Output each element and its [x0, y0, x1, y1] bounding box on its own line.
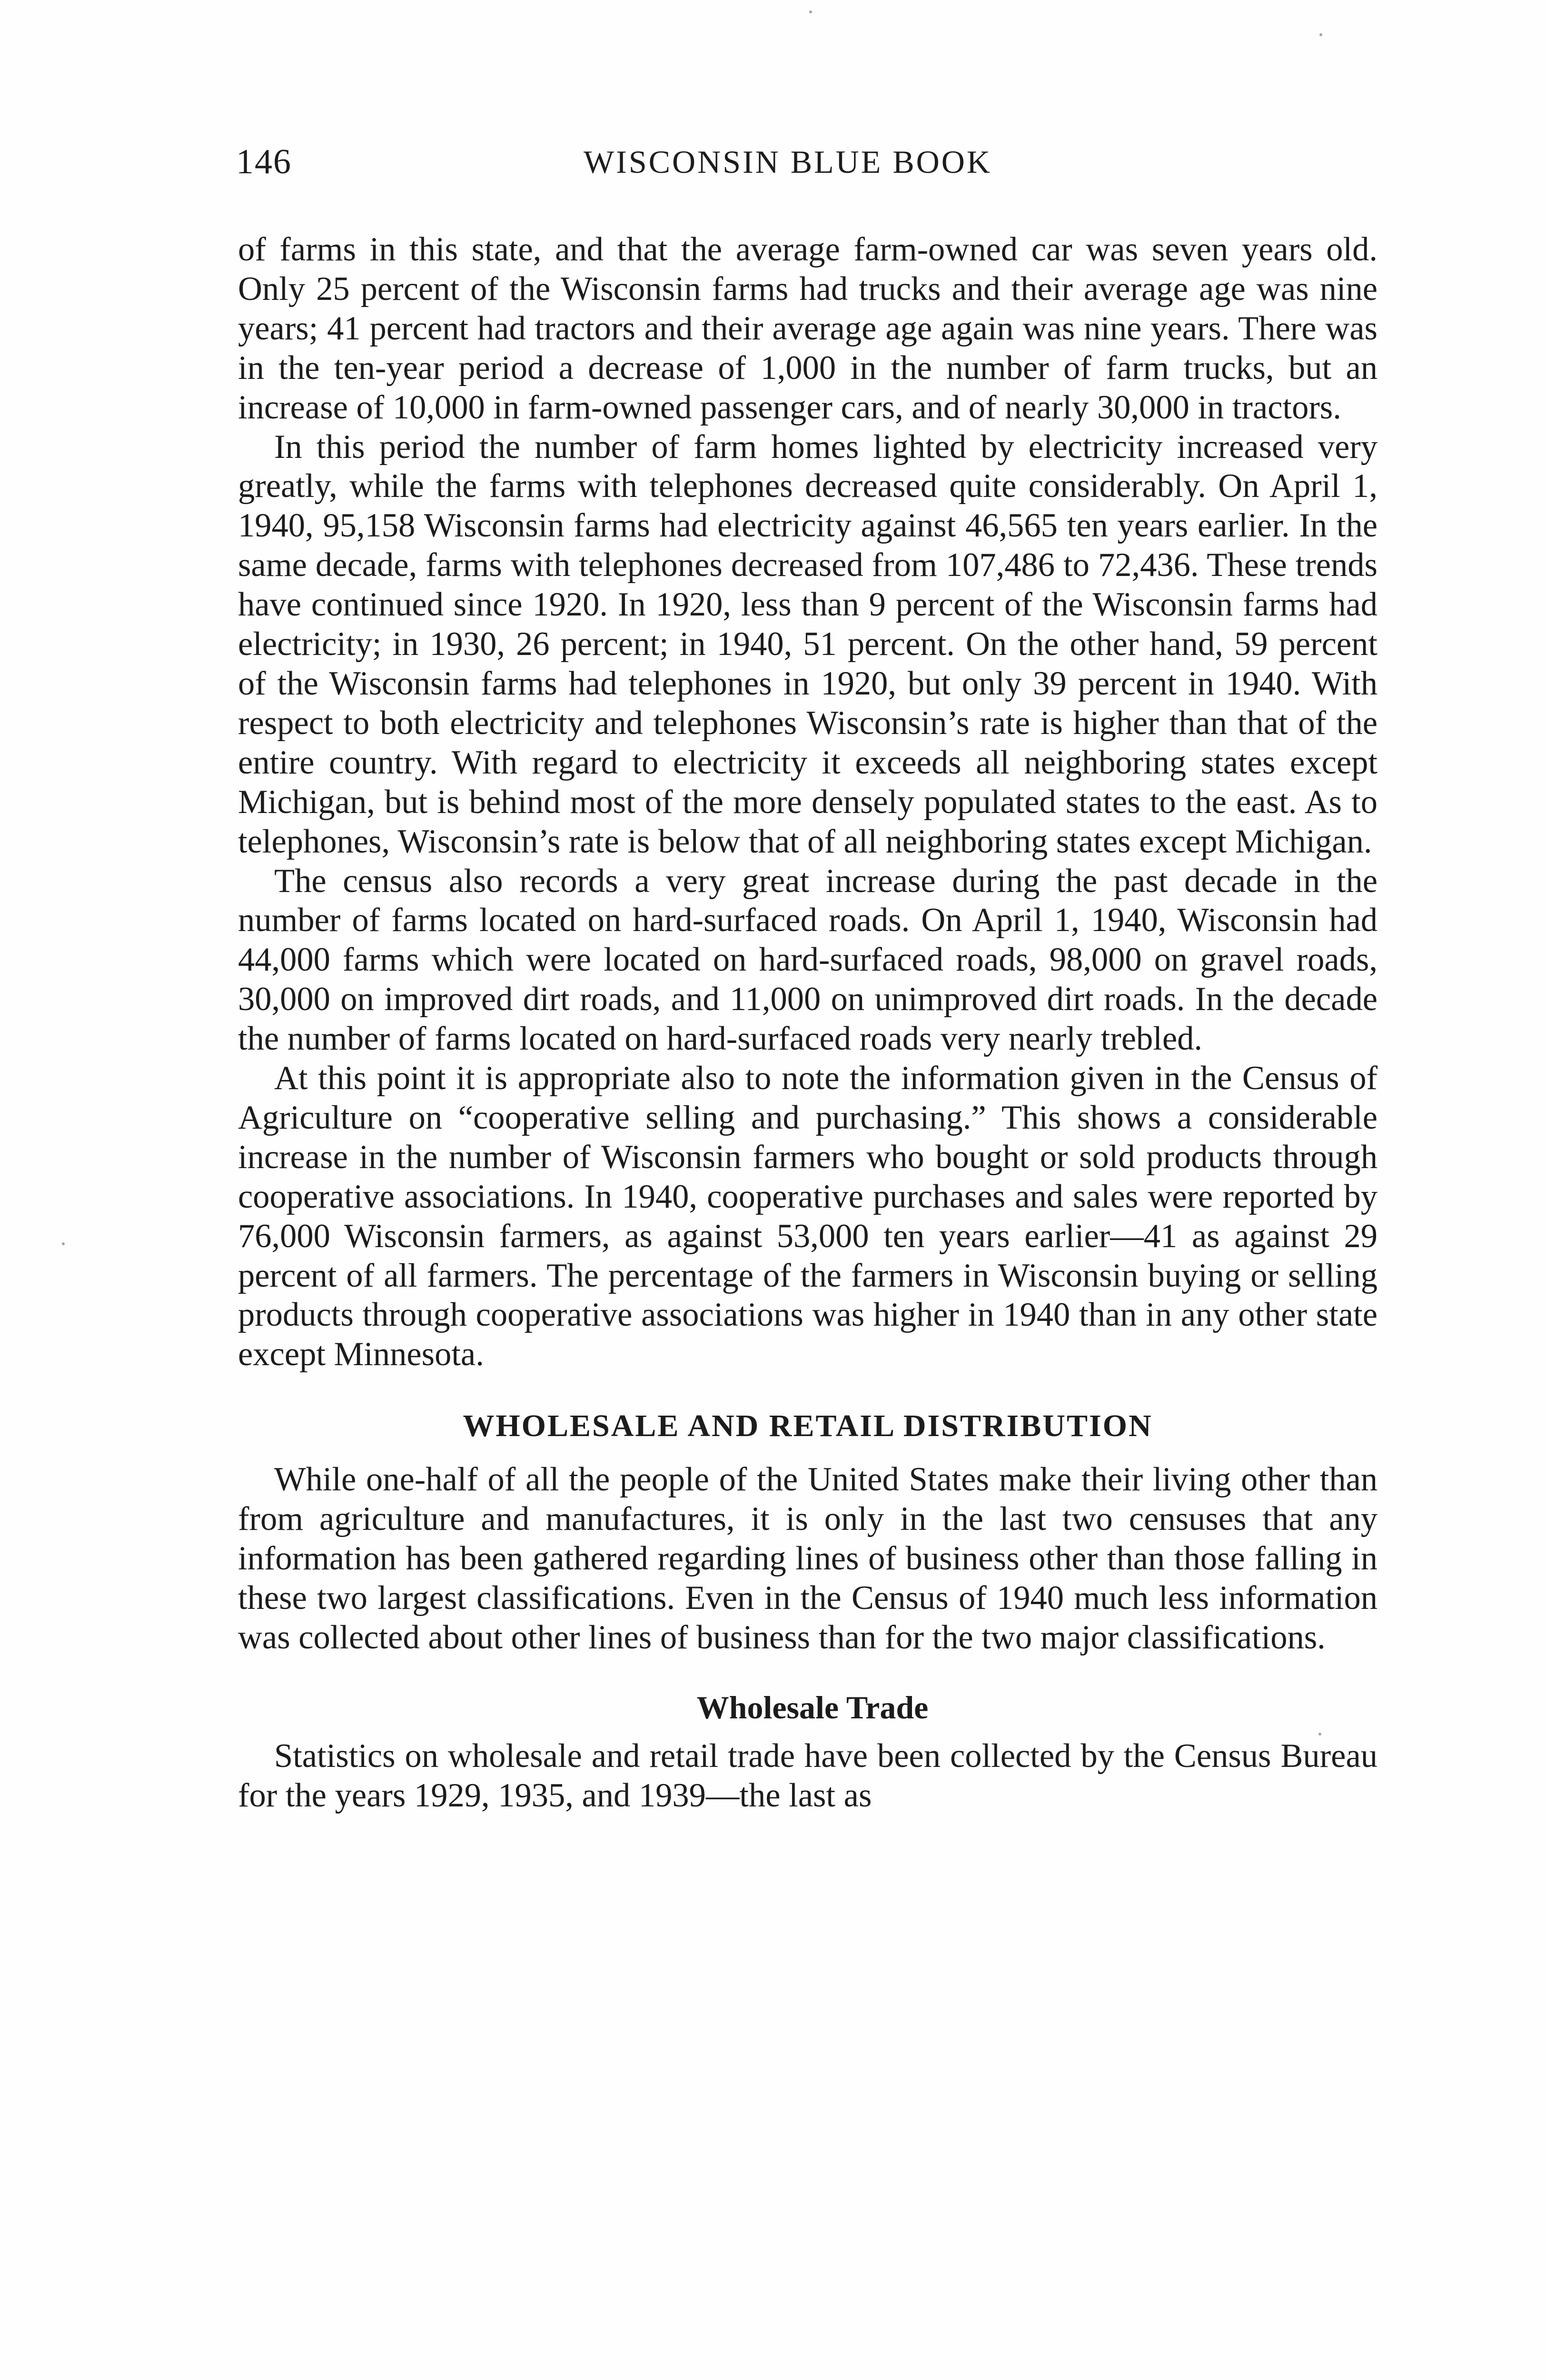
scan-speck: [1318, 1733, 1321, 1735]
paragraph-other-business: While one-half of all the people of the United States make their living other than from agriculture and manufactures, it is only in the last two censuses that any information has been gathered regarding lines of business other than those falling in these two largest classifications. Even in the Census of 1940 much less information was collected about other lines of business than for the two major classifications.: [238, 1461, 1378, 1656]
paragraph-wholesale-statistics: Statistics on wholesale and retail trade have been collected by the Census Bureau for the years 1929, 1935, and 1939—the last as: [238, 1737, 1378, 1814]
scan-speck: [809, 10, 812, 13]
paragraph-cooperative-selling: At this point it is appropriate also to note the information given in the Census of Agriculture on “cooperative selling and purchasing.” This shows a considerable increase in the number of Wisconsin farmers who bought or sold products through cooperative associations. In 1940, cooperative purchases and sales were reported by 76,000 Wisconsin farmers, as against 53,000 ten years earlier—41 as against 29 percent of all farmers. The percentage of the farmers in Wisconsin buying or selling products through cooperative associations was higher in 1940 than in any other state except Minnesota.: [238, 1060, 1378, 1373]
page-header: [236, 138, 1378, 186]
paragraph-electricity-telephones: In this period the number of farm homes lighted by electricity increased very greatly, while the farms with telephones decreased quite considerably. On April 1, 1940, 95,158 Wisconsin farms had electricity against 46,565 ten years earlier. In the same decade, farms with telephones decreased from 107,486 to 72,436. These trends have continued since 1920. In 1920, less than 9 percent of the Wisconsin farms had electricity; in 1930, 26 percent; in 1940, 51 percent. On the other hand, 59 percent of the Wisconsin farms had telephones in 1920, but only 39 percent in 1940. With respect to both electricity and telephones Wisconsin’s rate is higher than that of the entire country. With regard to electricity it exceeds all neighboring states except Michigan, but is behind most of the more densely populated states to the east. As to telephones, Wisconsin’s rate is below that of all neighboring states except Michigan.: [238, 428, 1378, 860]
paragraph-farm-vehicles: of farms in this state, and that the average farm-owned car was seven years old. Only 25 percent of the Wisconsin farms had trucks and their average age was nine years; 41 percent had tractors and their average age again was nine years. There was in the ten-year period a decrease of 1,000 in the number of farm trucks, but an increase of 10,000 in farm-owned passenger cars, and of nearly 30,000 in tractors.: [238, 231, 1378, 426]
paragraph-hard-surfaced-roads: The census also records a very great increase during the past decade in the number of farms located on hard-surfaced roads. On April 1, 1940, Wisconsin had 44,000 farms which were located on hard-surfaced roads, 98,000 on gravel roads, 30,000 on improved dirt roads, and 11,000 on unimproved dirt roads. In the decade the number of farms located on hard-surfaced roads very nearly trebled.: [238, 862, 1378, 1058]
page-number: 146: [236, 142, 292, 181]
section-heading-wholesale-retail: WHOLESALE AND RETAIL DISTRIBUTION: [463, 1408, 1153, 1444]
subheading-wholesale-trade: Wholesale Trade: [696, 1689, 929, 1726]
body-text: [238, 230, 1378, 1815]
scan-speck: [62, 1242, 65, 1245]
running-title: WISCONSIN BLUE BOOK: [584, 144, 992, 180]
scan-speck: [1319, 33, 1322, 36]
